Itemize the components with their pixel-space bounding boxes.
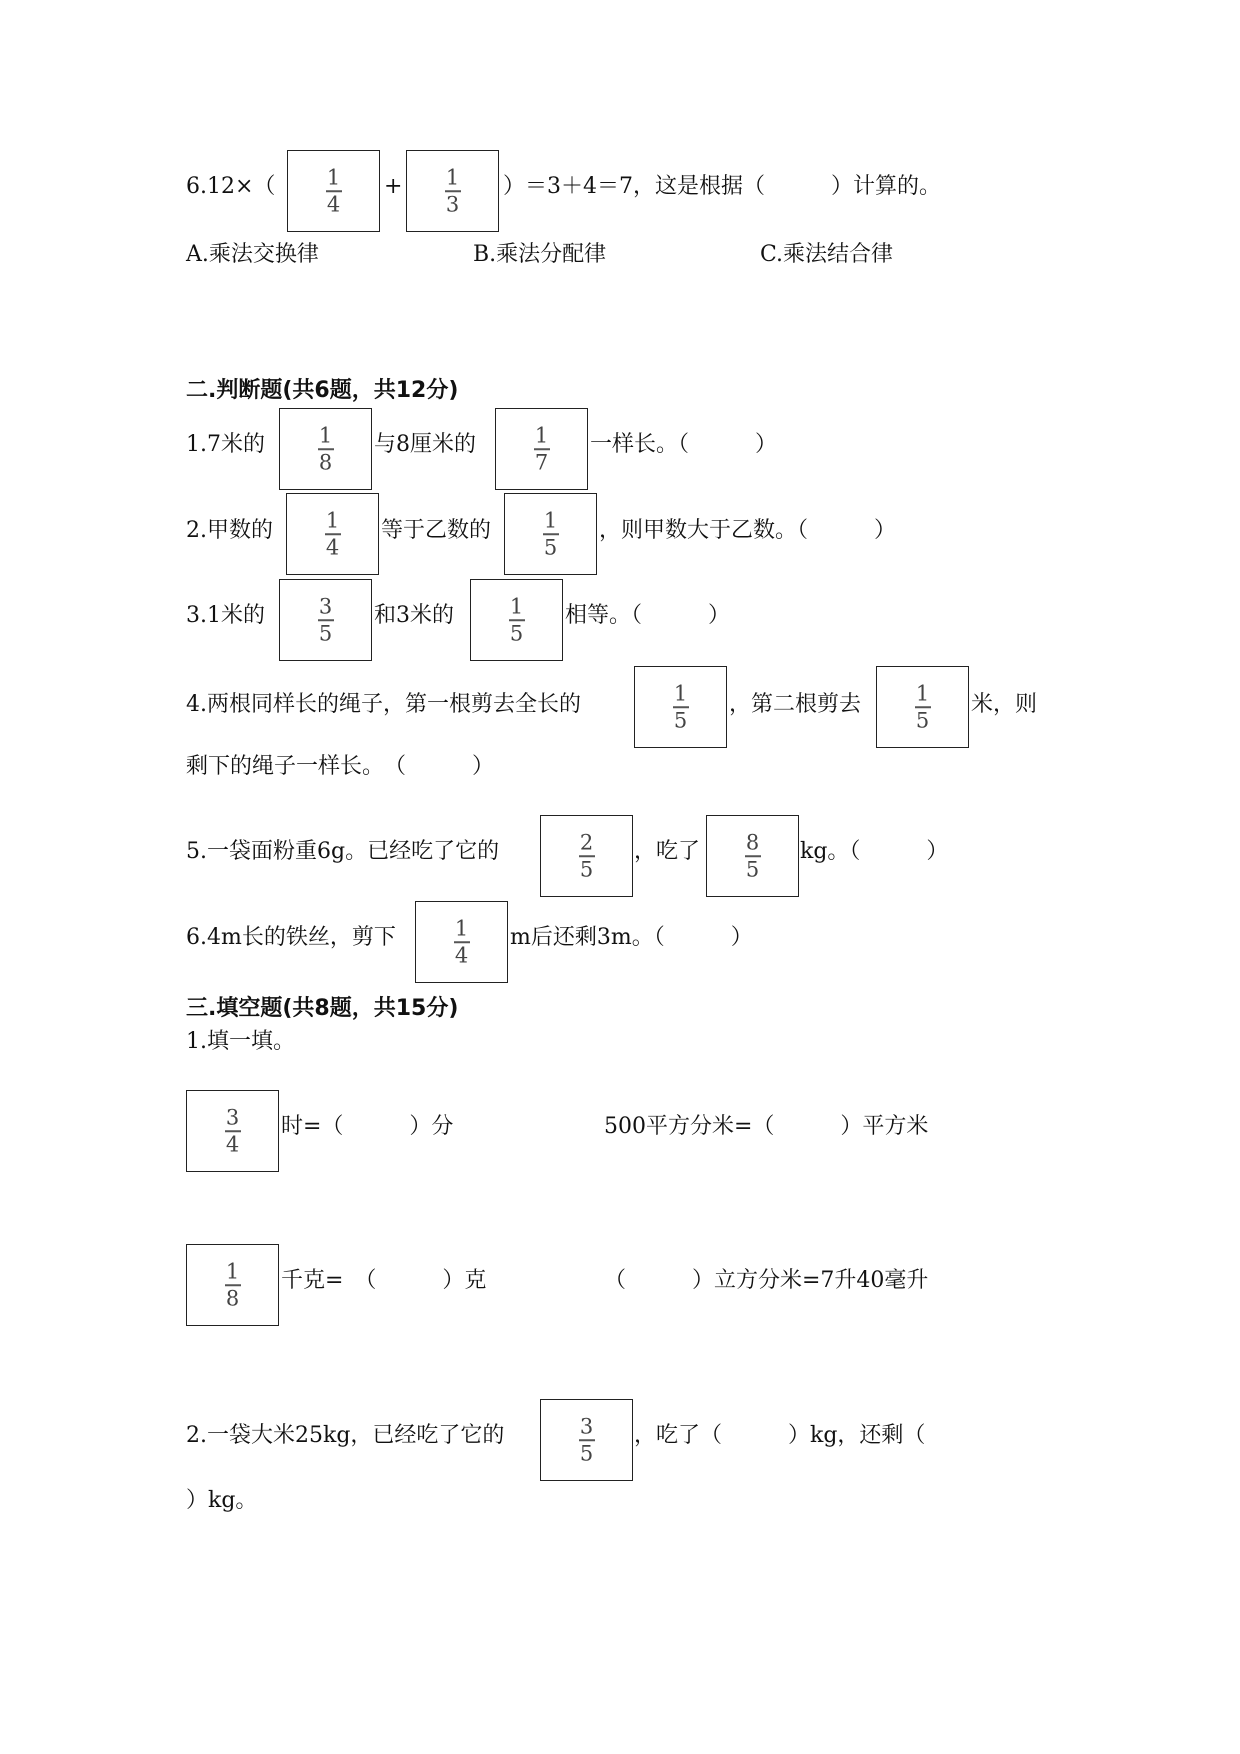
option-a[interactable]: A.乘法交换律 — [186, 242, 319, 267]
fraction-box: 3 5 — [540, 1399, 633, 1481]
fraction-box: 3 5 — [279, 579, 372, 661]
fraction-box: 1 8 — [279, 408, 372, 490]
fill-blank-item: （ ）立方分米=7升40毫升 — [604, 1268, 929, 1293]
fraction-box: 1 3 — [406, 150, 499, 232]
fraction-box: 1 4 — [286, 493, 379, 575]
option-c[interactable]: C.乘法结合律 — [760, 242, 894, 267]
fraction-box: 1 4 — [415, 901, 508, 983]
fraction-box: 1 5 — [470, 579, 563, 661]
fill-blank-item: 时=（ ）分 — [281, 1114, 454, 1139]
question-text: 和3米的 — [374, 603, 454, 628]
question-text: 1.填一填。 — [186, 1029, 295, 1054]
question-text: 一样长。（ ） — [590, 432, 778, 457]
question-text: m后还剩3m。（ ） — [510, 925, 753, 950]
question-text: 与8厘米的 — [374, 432, 476, 457]
option-b[interactable]: B.乘法分配律 — [473, 242, 607, 267]
question-text: 5.一袋面粉重6g。已经吃了它的 — [186, 839, 500, 864]
question-text: kg。（ ） — [800, 839, 949, 864]
q6-suffix: ）＝3＋4＝7，这是根据（ ）计算的。 — [503, 174, 941, 199]
fraction-box: 1 4 — [287, 150, 380, 232]
question-text: 等于乙数的 — [381, 518, 492, 543]
question-text: 剩下的绳子一样长。 （ ） — [186, 754, 495, 779]
question-text: 4.两根同样长的绳子，第一根剪去全长的 — [186, 692, 581, 717]
fill-blank-item: 500平方分米=（ ）平方米 — [604, 1114, 929, 1139]
fraction-box: 1 5 — [634, 666, 727, 748]
question-text: ）kg。 — [186, 1488, 258, 1513]
fraction-box: 8 5 — [706, 815, 799, 897]
question-text: 相等。（ ） — [565, 603, 731, 628]
section-heading: 二.判断题(共6题，共12分) — [186, 378, 459, 403]
question-text: 6.4m长的铁丝，剪下 — [186, 925, 396, 950]
question-text: 2.一袋大米25kg，已经吃了它的 — [186, 1423, 505, 1448]
question-text: ，第二根剪去 — [729, 692, 862, 717]
question-text: ，吃了（ ）kg，还剩（ — [634, 1423, 926, 1448]
fraction-box: 1 5 — [876, 666, 969, 748]
fill-blank-item: 千克= （ ）克 — [281, 1268, 487, 1293]
question-text: 2.甲数的 — [186, 518, 273, 543]
question-text: 米，则 — [971, 692, 1038, 717]
question-text: ，则甲数大于乙数。（ ） — [599, 518, 897, 543]
plus-sign: + — [384, 174, 403, 199]
fraction-box: 1 7 — [495, 408, 588, 490]
fraction-box: 1 8 — [186, 1244, 279, 1326]
question-text: ，吃了 — [634, 839, 701, 864]
section-heading: 三.填空题(共8题，共15分) — [186, 996, 459, 1021]
fraction-box: 3 4 — [186, 1090, 279, 1172]
fraction-box: 1 5 — [504, 493, 597, 575]
question-text: 3.1米的 — [186, 603, 265, 628]
question-text: 1.7米的 — [186, 432, 265, 457]
q6-prefix: 6.12×（ — [186, 174, 276, 199]
fraction-box: 2 5 — [540, 815, 633, 897]
